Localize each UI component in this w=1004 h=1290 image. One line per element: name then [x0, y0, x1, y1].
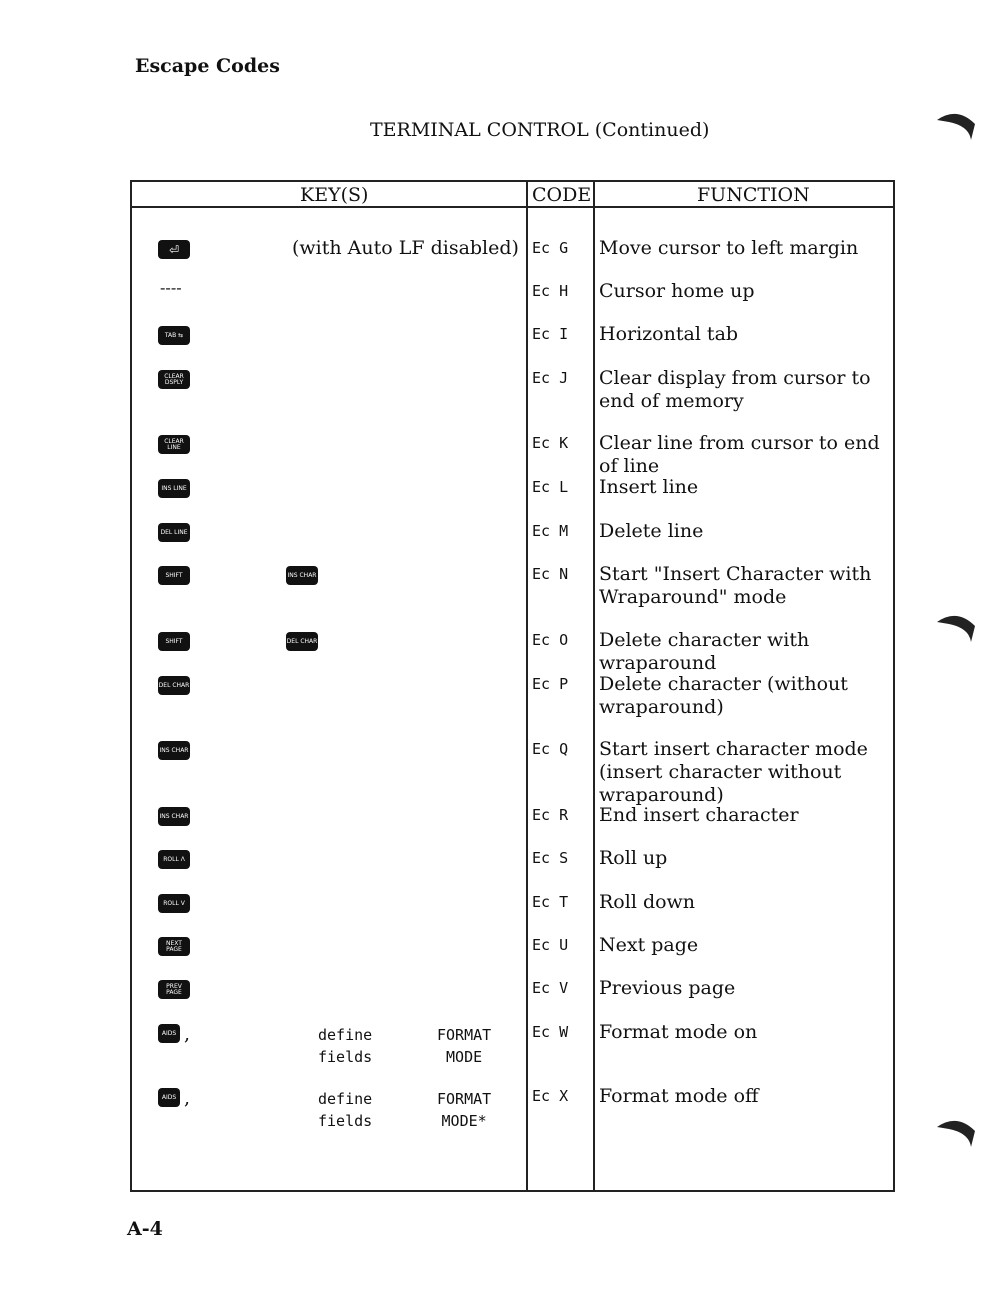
- softkey-label: define fields: [318, 1026, 373, 1066]
- delete-char-key-icon: DEL CHAR: [158, 676, 190, 695]
- table-row: [132, 1021, 893, 1081]
- shift-key-icon: SHIFT: [158, 566, 190, 585]
- section-title: TERMINAL CONTROL (Continued): [370, 119, 710, 141]
- function-text: Format mode off: [599, 1085, 759, 1107]
- table-row: [132, 934, 893, 974]
- function-text: Horizontal tab: [599, 323, 739, 345]
- table-row: [132, 629, 893, 674]
- function-text: Roll down: [599, 891, 696, 913]
- table-row: [132, 323, 893, 363]
- function-text: Start "Insert Character with Wraparound" mode: [599, 563, 872, 608]
- function-text: Delete character with wraparound: [599, 629, 810, 674]
- escape-code: Ec P: [532, 675, 569, 693]
- softkey-label: FORMAT MODE: [437, 1026, 492, 1066]
- table-row: [132, 804, 893, 844]
- roll-down-key-icon: ROLL V: [158, 894, 190, 913]
- binder-mark-icon: [935, 110, 979, 142]
- function-text: Clear line from cursor to end of line: [599, 432, 880, 477]
- function-text: Clear display from cursor to end of memory: [599, 367, 871, 412]
- escape-code-table: [130, 180, 895, 1192]
- escape-code: Ec S: [532, 849, 569, 867]
- clear-line-key-icon: CLEAR LINE: [158, 435, 190, 454]
- function-text: Move cursor to left margin: [599, 237, 859, 259]
- return-key-icon: ⏎: [158, 240, 190, 259]
- key-note: (with Auto LF disabled): [292, 237, 519, 259]
- function-text: End insert character: [599, 804, 799, 826]
- column-header-keys: KEY(S): [300, 184, 369, 206]
- column-header-code: CODE: [532, 184, 592, 206]
- page-number: A-4: [127, 1218, 163, 1240]
- table-row: [132, 367, 893, 412]
- table-row: [132, 237, 893, 277]
- function-text: Format mode on: [599, 1021, 758, 1043]
- escape-code: Ec N: [532, 565, 569, 583]
- escape-code: Ec K: [532, 434, 569, 452]
- function-text: Insert line: [599, 476, 699, 498]
- key-dash: ----: [160, 278, 182, 297]
- aids-key-icon: AIDS: [158, 1088, 180, 1107]
- table-row: [132, 738, 893, 806]
- function-text: Roll up: [599, 847, 668, 869]
- insert-char-key-icon: INS CHAR: [158, 741, 190, 760]
- function-text: Delete line: [599, 520, 704, 542]
- delete-line-key-icon: DEL LINE: [158, 523, 190, 542]
- table-row: [132, 1085, 893, 1145]
- roll-up-key-icon: ROLL Λ: [158, 850, 190, 869]
- aids-key-icon: AIDS: [158, 1024, 180, 1043]
- table-row: [132, 476, 893, 516]
- page-header: Escape Codes: [135, 55, 280, 77]
- table-row: [132, 977, 893, 1017]
- softkey-label: FORMAT MODE*: [437, 1090, 492, 1130]
- function-text: Cursor home up: [599, 280, 755, 302]
- delete-char-key-icon: DEL CHAR: [286, 632, 318, 651]
- function-text: Start insert character mode (insert character without wraparound): [599, 738, 868, 806]
- escape-code: Ec I: [532, 325, 569, 343]
- separator: ,: [184, 1023, 191, 1045]
- table-row: [132, 432, 893, 477]
- table-row: [132, 563, 893, 608]
- table-row: [132, 280, 893, 320]
- escape-code: Ec H: [532, 282, 569, 300]
- column-header-function: FUNCTION: [697, 184, 810, 206]
- clear-display-key-icon: CLEAR DSPLY: [158, 370, 190, 389]
- escape-code: Ec M: [532, 522, 569, 540]
- tab-key-icon: TAB ⇆: [158, 326, 190, 345]
- escape-code: Ec L: [532, 478, 569, 496]
- table-row: [132, 847, 893, 887]
- insert-char-key-icon: INS CHAR: [158, 807, 190, 826]
- escape-code: Ec X: [532, 1087, 569, 1105]
- insert-line-key-icon: INS LINE: [158, 479, 190, 498]
- prev-page-key-icon: PREV PAGE: [158, 980, 190, 999]
- table-row: [132, 891, 893, 931]
- softkey-label: define fields: [318, 1090, 373, 1130]
- escape-code: Ec U: [532, 936, 569, 954]
- insert-char-key-icon: INS CHAR: [286, 566, 318, 585]
- escape-code: Ec T: [532, 893, 569, 911]
- escape-code: Ec V: [532, 979, 569, 997]
- escape-code: Ec O: [532, 631, 569, 649]
- escape-code: Ec J: [532, 369, 569, 387]
- escape-code: Ec R: [532, 806, 569, 824]
- escape-code: Ec W: [532, 1023, 569, 1041]
- function-text: Delete character (without wraparound): [599, 673, 848, 718]
- table-row: [132, 520, 893, 560]
- function-text: Next page: [599, 934, 699, 956]
- function-text: Previous page: [599, 977, 736, 999]
- shift-key-icon: SHIFT: [158, 632, 190, 651]
- table-row: [132, 673, 893, 718]
- escape-code: Ec G: [532, 239, 569, 257]
- binder-mark-icon: [935, 612, 979, 644]
- next-page-key-icon: NEXT PAGE: [158, 937, 190, 956]
- separator: ,: [184, 1087, 191, 1109]
- escape-code: Ec Q: [532, 740, 569, 758]
- binder-mark-icon: [935, 1117, 979, 1149]
